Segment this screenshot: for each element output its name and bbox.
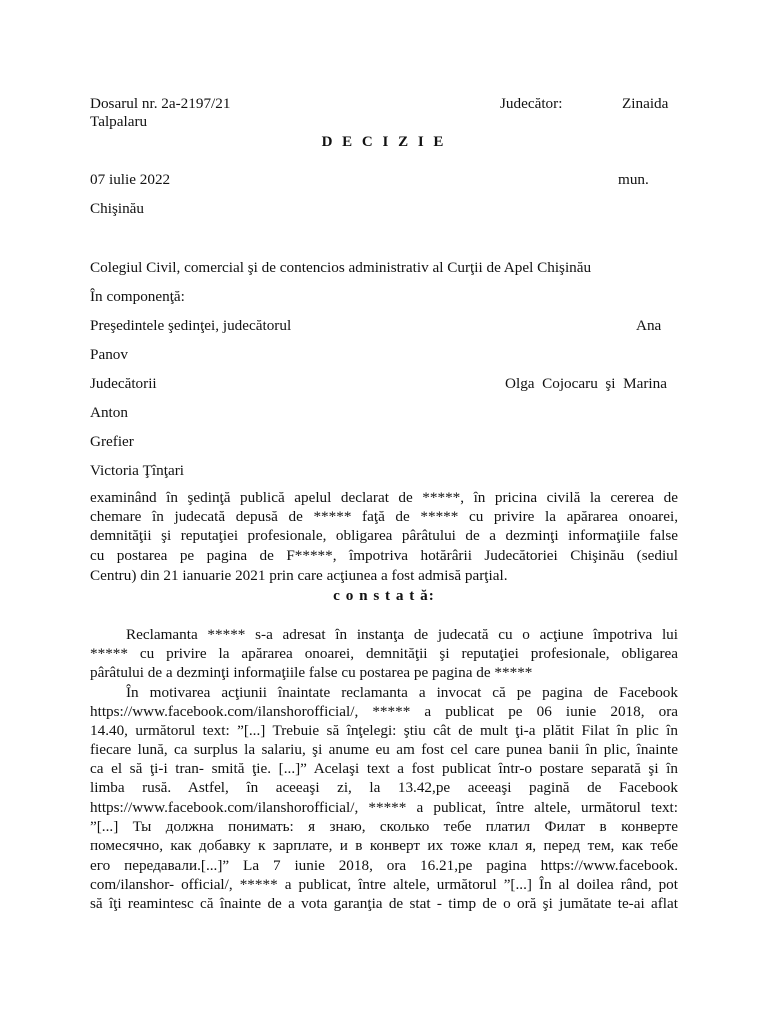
case-number: Dosarul nr. 2a-2197/21 — [90, 95, 231, 112]
examining-line-last: Centru) din 21 ianuarie 2021 prin care acţiunea a fost admisă parţial. — [90, 567, 508, 584]
paragraph-line: помесячно, как добавку к зарплате, и в конверт их тоже клал я, перед тем, как тебе — [90, 837, 678, 854]
paragraph-line: 14.40, următorul text: ”[...] Trebuie să înţelegi: ştiu cât de mult ţi-a plătit Filat în plic în — [90, 722, 678, 739]
paragraph-line: fiecare lună, ca surplus la salariu, şi anume eu am fost cel care punea banii în plic, înainte — [90, 741, 678, 758]
paragraph-line: его передавали.[...]” La 7 iunie 2018, ora 16.21,pe pagina https://www.facebook. — [90, 857, 678, 874]
judge-label: Judecător: — [500, 95, 563, 112]
presiding-label: Preşedintele şedinţei, judecătorul — [90, 317, 292, 334]
paragraph-line: limba rusă. Astfel, în aceeaşi zi, la 13.42,pe aceeaşi pagină de Facebook — [90, 779, 678, 796]
examining-line: examinând în şedinţă publică apelul declarat de *****, în pricina civilă la cererea de — [90, 489, 678, 506]
paragraph-line: În motivarea acţiunii înaintate reclamanta a invocat că pe pagina de Facebook — [126, 684, 678, 701]
paragraph-line: să îţi reamintesc că înainte de a vota garanţia de stat - timp de o oră şi jumătate te-ai aflat — [90, 895, 678, 912]
judge-last-name: Talpalaru — [90, 113, 148, 130]
judges-last-name: Anton — [90, 404, 128, 421]
examining-line: cu postarea pe pagina de F*****, împotriva hotărârii Judecătoriei Chişinău (sediul — [90, 547, 678, 564]
paragraph-line: https://www.facebook.com/ilanshorofficial/, ***** a publicat pe 06 iunie 2018, ora — [90, 703, 678, 720]
examining-line: demnităţii şi reputaţiei profesionale, obligarea pârâtului de a dezminţi informaţiile false — [90, 527, 678, 544]
document-title: D E C I Z I E — [321, 134, 447, 150]
examining-line: chemare în judecată depusă de ***** faţă de ***** cu privire la apărarea onoarei, — [90, 508, 678, 525]
paragraph-line: Reclamanta ***** s-a adresat în instanţa de judecată cu o acţiune împotriva lui — [126, 626, 678, 643]
paragraph-line: ***** cu privire la apărarea onoarei, demnităţii şi reputaţiei profesionale, obligarea — [90, 645, 678, 662]
municipality-label: mun. — [618, 171, 649, 188]
decision-date: 07 iulie 2022 — [90, 171, 171, 188]
findings-heading: c o n s t a t ă: — [333, 587, 435, 604]
judge-first-name: Zinaida — [622, 95, 669, 112]
court-name: Colegiul Civil, comercial şi de contencios administrativ al Curţii de Apel Chişinău — [90, 259, 592, 276]
paragraph-line: com/ilanshor- official/, ***** a publicat, între altele, următorul ”[...] În al doilea rând, pot — [90, 876, 678, 893]
judges-names: Olga Cojocaru şi Marina — [505, 375, 667, 392]
paragraph-line-last: pârâtului de a dezminţi informaţiile false cu postarea pe pagina de ***** — [90, 664, 533, 681]
composition-label: În componenţă: — [90, 288, 185, 305]
clerk-label: Grefier — [90, 433, 134, 450]
clerk-name: Victoria Ţînţari — [90, 462, 184, 479]
paragraph-line: ca el să ţi-i tran- smită ţie. [...]” Acelaşi text a fost publicat într-o postare separată şi în — [90, 760, 678, 777]
city: Chişinău — [90, 200, 145, 217]
presiding-first-name: Ana — [636, 317, 662, 334]
paragraph-line: ”[...] Ты должна понимать: я знаю, сколько тебе платил Филат в конверте — [90, 818, 678, 835]
presiding-last-name: Panov — [90, 346, 128, 363]
judges-label: Judecătorii — [90, 375, 157, 392]
paragraph-line: https://www.facebook.com/ilanshorofficial/, ***** a publicat, între altele, următorul text: — [90, 799, 678, 816]
